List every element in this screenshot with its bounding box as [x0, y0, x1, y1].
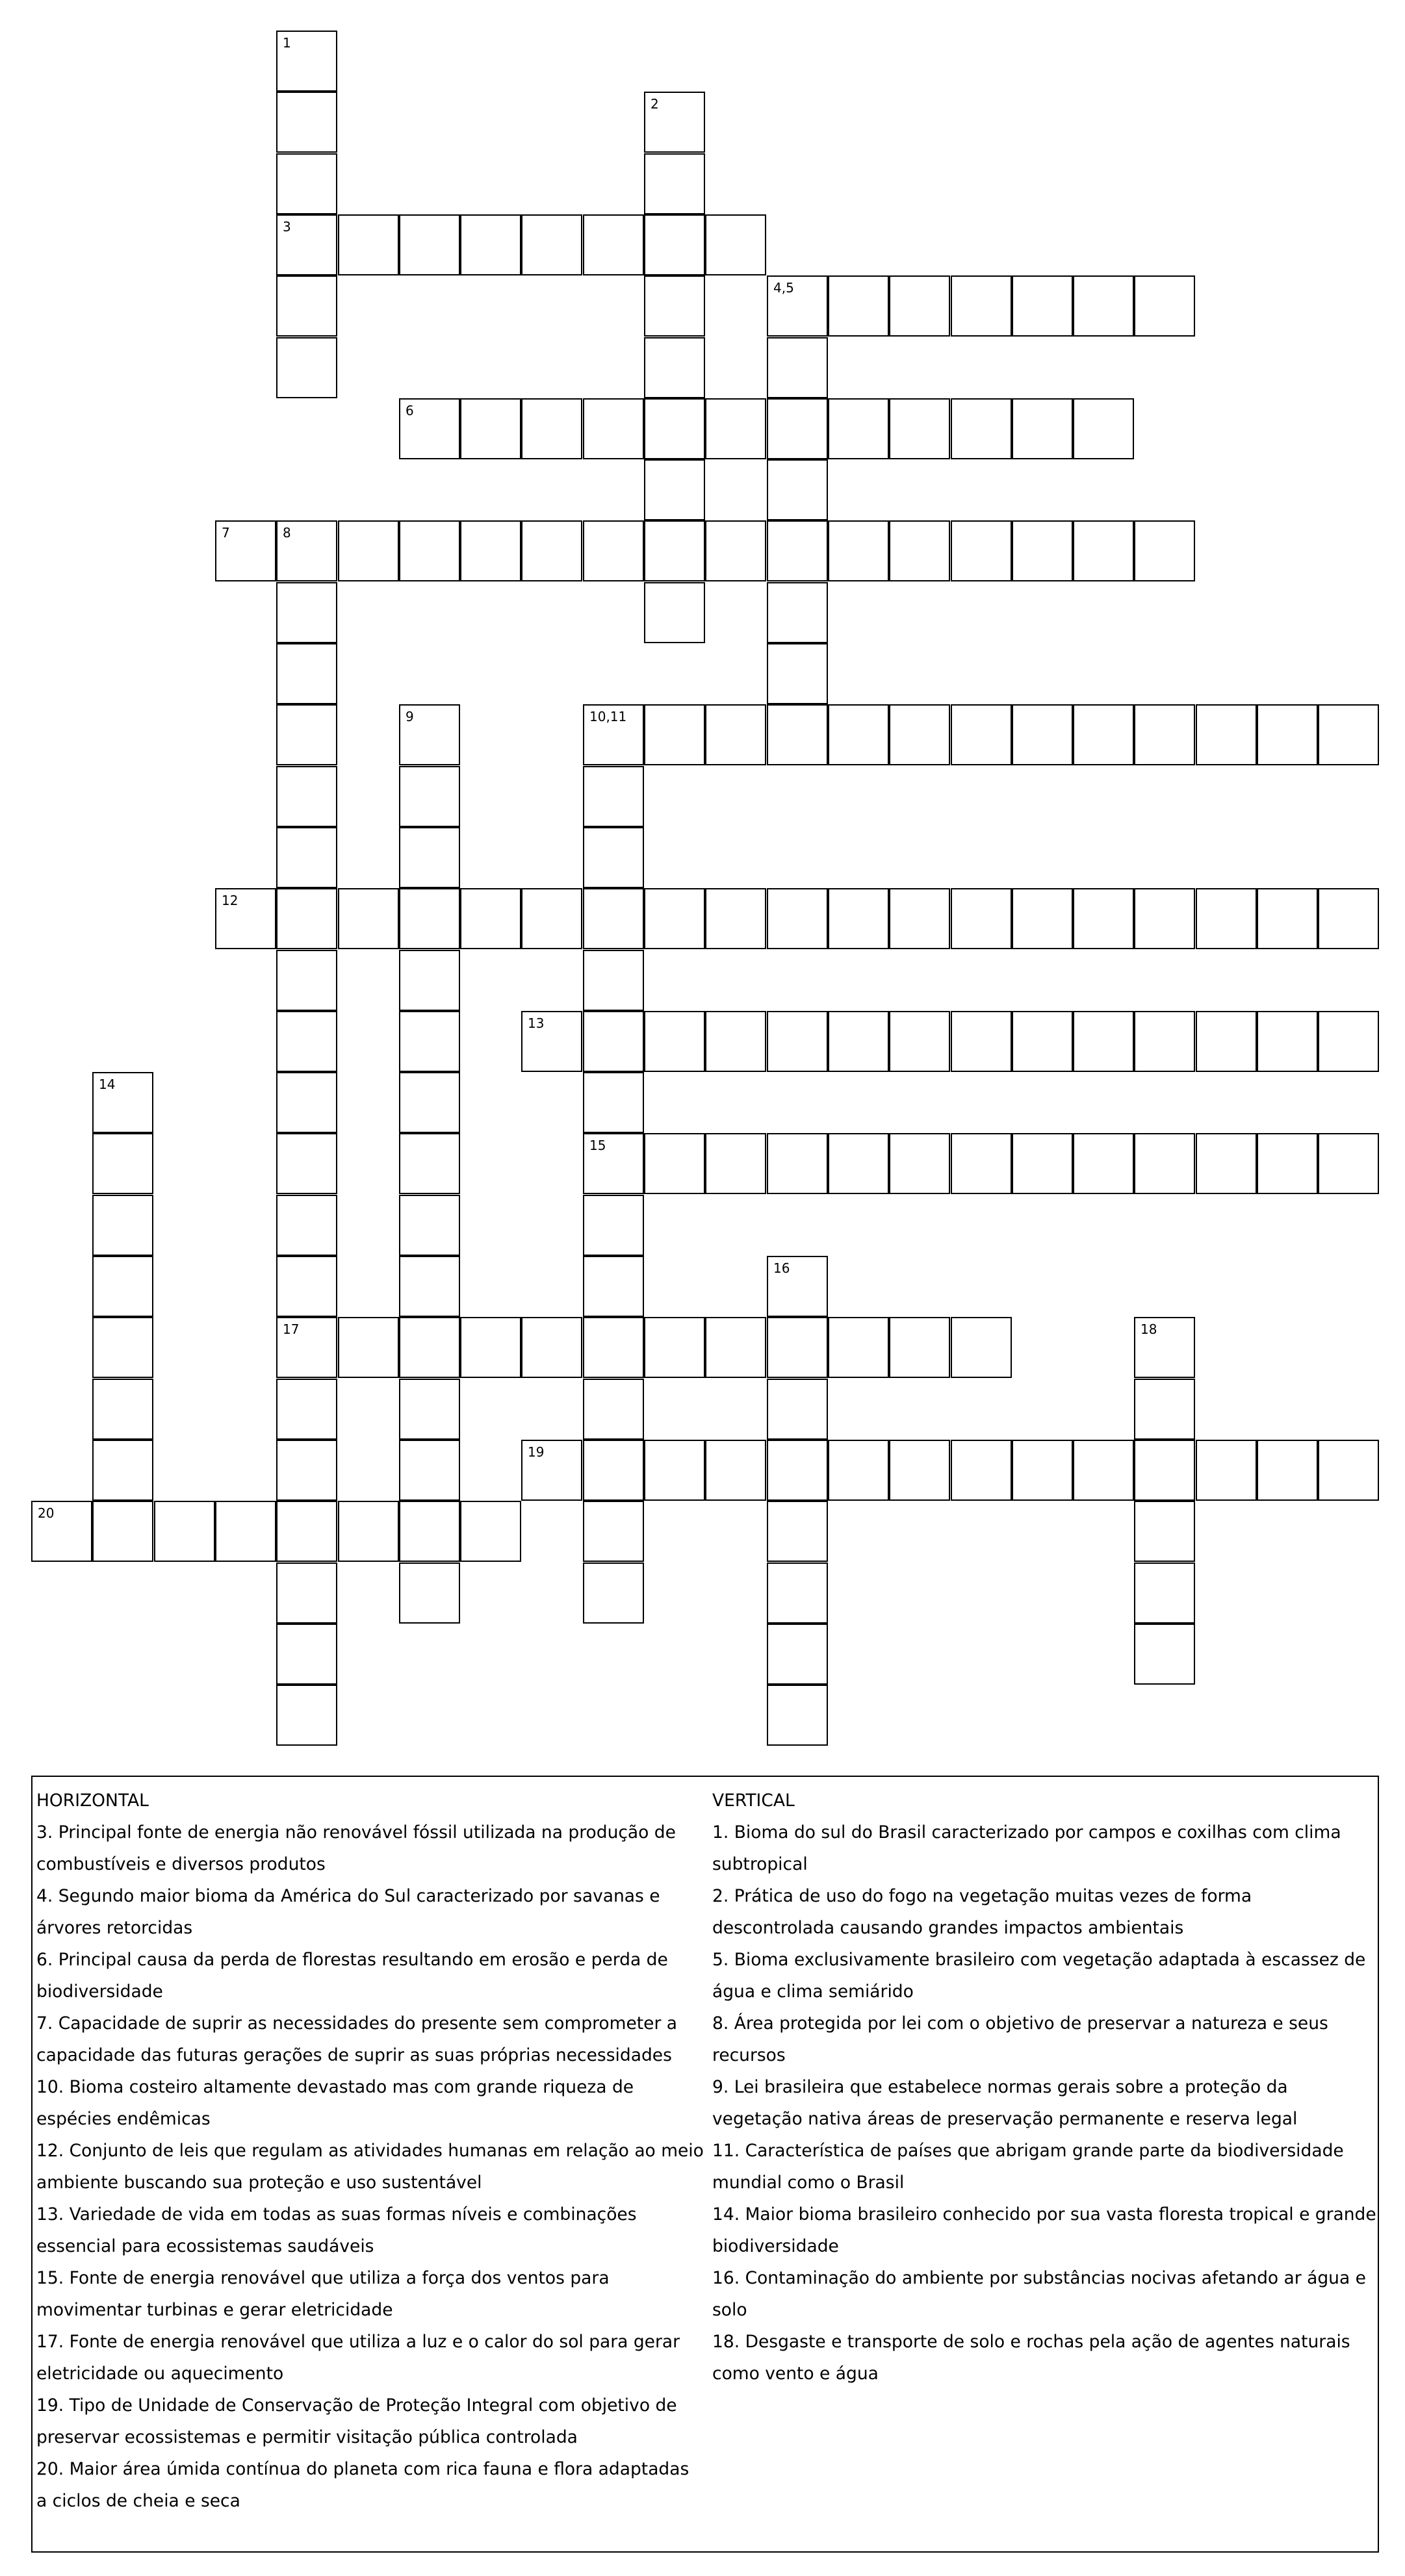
grid-cell[interactable] — [276, 582, 337, 643]
grid-cell[interactable] — [399, 888, 460, 949]
grid-cell[interactable] — [1073, 398, 1134, 459]
grid-cell[interactable] — [583, 827, 644, 888]
clue-v-1: 1. Bioma do sul do Brasil caracterizado por campos e coxilhas com clima subtropical — [712, 1822, 1341, 1874]
clue-number: 1 — [283, 35, 291, 51]
grid-cell[interactable] — [583, 1562, 644, 1624]
vertical-clues — [712, 1785, 1376, 2390]
grid-cell[interactable] — [460, 888, 521, 949]
clue-h-6: 6. Principal causa da perda de florestas resultando em erosão e perda de biodiversidade — [36, 1950, 668, 2002]
grid-cell[interactable] — [92, 1072, 153, 1133]
grid-cell[interactable] — [767, 1624, 828, 1685]
grid-cell[interactable] — [705, 214, 766, 275]
grid-cell[interactable] — [1196, 1011, 1257, 1072]
grid-cell[interactable] — [92, 1317, 153, 1378]
grid-cell[interactable] — [889, 1317, 950, 1378]
grid-cell[interactable] — [951, 888, 1012, 949]
grid-cell[interactable] — [399, 1195, 460, 1256]
grid-cell[interactable] — [1012, 1133, 1073, 1194]
grid-cell[interactable] — [521, 1317, 582, 1378]
grid-cell[interactable] — [399, 766, 460, 827]
grid-cell[interactable] — [1134, 1133, 1195, 1194]
grid-cell[interactable] — [583, 520, 644, 581]
grid-cell[interactable] — [951, 398, 1012, 459]
grid-cell[interactable] — [276, 643, 337, 704]
grid-cell[interactable] — [583, 888, 644, 949]
grid-cell[interactable] — [767, 275, 828, 337]
grid-cell[interactable] — [399, 398, 460, 459]
grid-cell[interactable] — [521, 398, 582, 459]
clue-number: 3 — [283, 219, 291, 235]
grid-cell[interactable] — [583, 214, 644, 275]
grid-cell[interactable] — [767, 1317, 828, 1378]
grid-cell[interactable] — [399, 1440, 460, 1501]
grid-cell[interactable] — [1318, 888, 1379, 949]
grid-cell[interactable] — [276, 520, 337, 581]
grid-cell[interactable] — [1012, 1011, 1073, 1072]
grid-cell[interactable] — [276, 1440, 337, 1501]
clue-number: 10,11 — [589, 709, 627, 724]
grid-cell[interactable] — [1073, 275, 1134, 337]
grid-cell[interactable] — [276, 1624, 337, 1685]
grid-cell[interactable] — [583, 1440, 644, 1501]
grid-cell[interactable] — [1257, 1440, 1318, 1501]
grid-cell[interactable] — [338, 520, 399, 581]
clue-number: 6 — [406, 403, 414, 418]
grid-cell[interactable] — [889, 398, 950, 459]
grid-cell[interactable] — [767, 337, 828, 398]
grid-cell[interactable] — [889, 520, 950, 581]
grid-cell[interactable] — [276, 1379, 337, 1440]
horizontal-heading: HORIZONTAL — [36, 1791, 149, 1811]
grid-cell[interactable] — [1012, 704, 1073, 765]
grid-cell[interactable] — [767, 582, 828, 643]
grid-cell[interactable] — [644, 1440, 705, 1501]
grid-cell[interactable] — [1073, 888, 1134, 949]
grid-cell[interactable] — [1134, 275, 1195, 337]
clue-number: 8 — [283, 525, 291, 541]
clue-v-16: 16. Contaminação do ambiente por substâncias nocivas afetando ar água e solo — [712, 2268, 1366, 2320]
grid-cell[interactable] — [644, 214, 705, 275]
grid-cell[interactable] — [828, 704, 889, 765]
clue-number: 20 — [38, 1505, 55, 1521]
clue-number: 13 — [528, 1015, 545, 1031]
grid-cell[interactable] — [399, 1072, 460, 1133]
clue-number: 4,5 — [773, 280, 794, 296]
grid-cell[interactable] — [583, 1379, 644, 1440]
grid-cell[interactable] — [828, 1317, 889, 1378]
grid-cell[interactable] — [338, 1317, 399, 1378]
grid-cell[interactable] — [583, 1011, 644, 1072]
grid-cell[interactable] — [399, 1256, 460, 1317]
grid-cell[interactable] — [767, 1133, 828, 1194]
grid-cell[interactable] — [1012, 275, 1073, 337]
clue-number: 17 — [283, 1321, 300, 1337]
grid-cell[interactable] — [92, 1501, 153, 1562]
grid-cell[interactable] — [1073, 704, 1134, 765]
clue-v-18: 18. Desgaste e transporte de solo e rochas pela ação de agentes naturais como vento e água — [712, 2332, 1350, 2384]
grid-cell[interactable] — [951, 275, 1012, 337]
grid-cell[interactable] — [644, 1317, 705, 1378]
grid-cell[interactable] — [1073, 1011, 1134, 1072]
grid-cell[interactable] — [276, 214, 337, 275]
grid-cell[interactable] — [583, 704, 644, 765]
clue-number: 16 — [773, 1260, 790, 1276]
grid-cell[interactable] — [399, 827, 460, 888]
clue-v-14: 14. Maior bioma brasileiro conhecido por sua vasta floresta tropical e grande biodiversidade — [712, 2204, 1376, 2256]
grid-cell[interactable] — [583, 1072, 644, 1133]
grid-cell[interactable] — [521, 888, 582, 949]
grid-cell[interactable] — [215, 888, 276, 949]
grid-cell[interactable] — [583, 1501, 644, 1562]
clue-h-4: 4. Segundo maior bioma da América do Sul caracterizado por savanas e árvores retorcidas — [36, 1886, 660, 1938]
grid-cell[interactable] — [276, 1501, 337, 1562]
clue-number: 19 — [528, 1444, 545, 1460]
grid-cell[interactable] — [276, 704, 337, 765]
grid-cell[interactable] — [92, 1195, 153, 1256]
clue-h-10: 10. Bioma costeiro altamente devastado mas com grande riqueza de espécies endêmicas — [36, 2077, 634, 2129]
grid-cell[interactable] — [276, 1195, 337, 1256]
grid-cell[interactable] — [154, 1501, 215, 1562]
grid-cell[interactable] — [583, 950, 644, 1011]
clue-h-3: 3. Principal fonte de energia não renovável fóssil utilizada na produção de combustíveis e diversos produtos — [36, 1822, 676, 1874]
grid-cell[interactable] — [31, 1501, 92, 1562]
grid-cell[interactable] — [951, 1011, 1012, 1072]
clue-h-7: 7. Capacidade de suprir as necessidades do presente sem comprometer a capacidade das futuras gerações de suprir as suas próprias necessidades — [36, 2013, 678, 2065]
grid-cell[interactable] — [644, 275, 705, 337]
grid-cell[interactable] — [1134, 1624, 1195, 1685]
clue-number: 14 — [99, 1077, 116, 1092]
grid-cell[interactable] — [828, 888, 889, 949]
grid-cell[interactable] — [1196, 888, 1257, 949]
grid-cell[interactable] — [705, 520, 766, 581]
clue-h-17: 17. Fonte de energia renovável que utiliza a luz e o calor do sol para gerar eletricidade ou aquecimento — [36, 2332, 680, 2384]
grid-cell[interactable] — [644, 704, 705, 765]
grid-cell[interactable] — [767, 643, 828, 704]
grid-cell[interactable] — [276, 337, 337, 398]
grid-cell[interactable] — [583, 766, 644, 827]
grid-cell[interactable] — [1257, 704, 1318, 765]
grid-cell[interactable] — [828, 1440, 889, 1501]
horizontal-clues — [36, 1785, 704, 2517]
grid-cell[interactable] — [521, 214, 582, 275]
grid-cell[interactable] — [583, 398, 644, 459]
grid-cell[interactable] — [951, 1133, 1012, 1194]
clue-h-12: 12. Conjunto de leis que regulam as atividades humanas em relação ao meio ambiente buscando sua proteção e uso sustentável — [36, 2141, 704, 2193]
grid-cell[interactable] — [583, 1317, 644, 1378]
grid-cell[interactable] — [1012, 888, 1073, 949]
clue-h-19: 19. Tipo de Unidade de Conservação de Proteção Integral com objetivo de preservar ecossistemas e permitir visitação pública controlada — [36, 2395, 677, 2447]
grid-cell[interactable] — [460, 520, 521, 581]
grid-cell[interactable] — [889, 704, 950, 765]
grid-cell[interactable] — [399, 1317, 460, 1378]
grid-cell[interactable] — [644, 337, 705, 398]
grid-cell[interactable] — [951, 704, 1012, 765]
grid-cell[interactable] — [889, 275, 950, 337]
clue-h-13: 13. Variedade de vida em todas as suas formas níveis e combinações essencial para ecossistemas saudáveis — [36, 2204, 637, 2256]
grid-cell[interactable] — [276, 1011, 337, 1072]
grid-cell[interactable] — [276, 31, 337, 92]
grid-cell[interactable] — [767, 888, 828, 949]
grid-cell[interactable] — [215, 520, 276, 581]
grid-cell[interactable] — [276, 888, 337, 949]
grid-cell[interactable] — [276, 827, 337, 888]
grid-cell[interactable] — [767, 1562, 828, 1624]
grid-cell[interactable] — [1073, 1133, 1134, 1194]
grid-cell[interactable] — [644, 888, 705, 949]
grid-cell[interactable] — [767, 1685, 828, 1746]
grid-cell[interactable] — [705, 1011, 766, 1072]
grid-cell[interactable] — [399, 1133, 460, 1194]
grid-cell[interactable] — [460, 214, 521, 275]
grid-cell[interactable] — [399, 1011, 460, 1072]
grid-cell[interactable] — [399, 214, 460, 275]
grid-cell[interactable] — [276, 275, 337, 337]
grid-cell[interactable] — [338, 1501, 399, 1562]
clues-box — [31, 1776, 1379, 2553]
grid-cell[interactable] — [705, 1317, 766, 1378]
grid-cell[interactable] — [1012, 520, 1073, 581]
grid-cell[interactable] — [1196, 1440, 1257, 1501]
grid-cell[interactable] — [767, 520, 828, 581]
grid-cell[interactable] — [460, 398, 521, 459]
clue-v-11: 11. Característica de países que abrigam grande parte da biodiversidade mundial como o Brasil — [712, 2141, 1344, 2193]
grid-cell[interactable] — [583, 1256, 644, 1317]
grid-cell[interactable] — [276, 1133, 337, 1194]
clue-number: 12 — [222, 893, 238, 908]
grid-cell[interactable] — [828, 520, 889, 581]
grid-cell[interactable] — [1196, 1133, 1257, 1194]
grid-cell[interactable] — [215, 1501, 276, 1562]
grid-cell[interactable] — [1134, 1562, 1195, 1624]
clue-h-15: 15. Fonte de energia renovável que utiliza a força dos ventos para movimentar turbinas e gerar eletricidade — [36, 2268, 610, 2320]
grid-cell[interactable] — [1134, 1440, 1195, 1501]
grid-cell[interactable] — [399, 1379, 460, 1440]
grid-cell[interactable] — [276, 766, 337, 827]
grid-cell[interactable] — [705, 888, 766, 949]
clue-v-9: 9. Lei brasileira que estabelece normas gerais sobre a proteção da vegetação nativa áreas de preservação permanente e reserva legal — [712, 2077, 1298, 2129]
grid-cell[interactable] — [889, 1011, 950, 1072]
clue-number: 2 — [651, 96, 659, 112]
grid-cell[interactable] — [1318, 1011, 1379, 1072]
grid-cell[interactable] — [767, 1501, 828, 1562]
grid-cell[interactable] — [828, 275, 889, 337]
grid-cell[interactable] — [1073, 1440, 1134, 1501]
grid-cell[interactable] — [1134, 888, 1195, 949]
grid-cell[interactable] — [1012, 1440, 1073, 1501]
grid-cell[interactable] — [338, 888, 399, 949]
grid-cell[interactable] — [644, 520, 705, 581]
grid-cell[interactable] — [521, 520, 582, 581]
grid-cell[interactable] — [644, 398, 705, 459]
grid-cell[interactable] — [889, 1133, 950, 1194]
grid-cell[interactable] — [705, 704, 766, 765]
grid-cell[interactable] — [1257, 1011, 1318, 1072]
grid-cell[interactable] — [276, 92, 337, 153]
grid-cell[interactable] — [767, 704, 828, 765]
grid-cell[interactable] — [1134, 1379, 1195, 1440]
grid-cell[interactable] — [1318, 1133, 1379, 1194]
grid-cell[interactable] — [1318, 1440, 1379, 1501]
grid-cell[interactable] — [1134, 1501, 1195, 1562]
grid-cell[interactable] — [1073, 520, 1134, 581]
grid-cell[interactable] — [951, 520, 1012, 581]
grid-cell[interactable] — [276, 950, 337, 1011]
grid-cell[interactable] — [276, 1256, 337, 1317]
clue-v-8: 8. Área protegida por lei com o objetivo de preservar a natureza e seus recursos — [712, 2013, 1328, 2065]
grid-cell[interactable] — [460, 1317, 521, 1378]
grid-cell[interactable] — [521, 1440, 582, 1501]
grid-cell[interactable] — [705, 1440, 766, 1501]
grid-cell[interactable] — [644, 1133, 705, 1194]
vertical-heading: VERTICAL — [712, 1791, 795, 1811]
clue-v-5: 5. Bioma exclusivamente brasileiro com vegetação adaptada à escassez de água e clima semiárido — [712, 1950, 1366, 2002]
grid-cell[interactable] — [767, 1256, 828, 1317]
grid-cell[interactable] — [644, 582, 705, 643]
grid-cell[interactable] — [889, 1440, 950, 1501]
grid-cell[interactable] — [583, 1195, 644, 1256]
grid-cell[interactable] — [399, 950, 460, 1011]
grid-cell[interactable] — [1318, 704, 1379, 765]
grid-cell[interactable] — [1134, 704, 1195, 765]
grid-cell[interactable] — [1134, 520, 1195, 581]
grid-cell[interactable] — [583, 1133, 644, 1194]
grid-cell[interactable] — [1257, 888, 1318, 949]
clue-number: 15 — [589, 1138, 606, 1153]
grid-cell[interactable] — [889, 888, 950, 949]
grid-cell[interactable] — [399, 520, 460, 581]
clue-number: 7 — [222, 525, 230, 541]
grid-cell[interactable] — [644, 92, 705, 153]
grid-cell[interactable] — [276, 1072, 337, 1133]
grid-cell[interactable] — [338, 214, 399, 275]
grid-cell[interactable] — [705, 1133, 766, 1194]
grid-cell[interactable] — [399, 704, 460, 765]
grid-cell[interactable] — [276, 1317, 337, 1378]
grid-cell[interactable] — [1257, 1133, 1318, 1194]
clue-number: 9 — [406, 709, 414, 724]
grid-cell[interactable] — [399, 1501, 460, 1562]
grid-cell[interactable] — [276, 1685, 337, 1746]
grid-cell[interactable] — [1134, 1011, 1195, 1072]
grid-cell[interactable] — [1012, 398, 1073, 459]
grid-cell[interactable] — [92, 1440, 153, 1501]
grid-cell[interactable] — [705, 398, 766, 459]
grid-cell[interactable] — [767, 1379, 828, 1440]
grid-cell[interactable] — [92, 1379, 153, 1440]
clue-v-2: 2. Prática de uso do fogo na vegetação muitas vezes de forma descontrolada causando grandes impactos ambientais — [712, 1886, 1252, 1938]
grid-cell[interactable] — [828, 1011, 889, 1072]
grid-cell[interactable] — [767, 1011, 828, 1072]
clue-number: 18 — [1141, 1321, 1157, 1337]
grid-cell[interactable] — [644, 1011, 705, 1072]
grid-cell[interactable] — [951, 1440, 1012, 1501]
grid-cell[interactable] — [1134, 1317, 1195, 1378]
grid-cell[interactable] — [92, 1256, 153, 1317]
grid-cell[interactable] — [399, 1562, 460, 1624]
grid-cell[interactable] — [460, 1501, 521, 1562]
grid-cell[interactable] — [767, 1440, 828, 1501]
grid-cell[interactable] — [828, 398, 889, 459]
grid-cell[interactable] — [644, 459, 705, 520]
grid-cell[interactable] — [92, 1133, 153, 1194]
clue-h-20: 20. Maior área úmida contínua do planeta com rica fauna e flora adaptadas a ciclos de cheia e seca — [36, 2459, 690, 2511]
grid-cell[interactable] — [767, 459, 828, 520]
grid-cell[interactable] — [276, 153, 337, 214]
grid-cell[interactable] — [951, 1317, 1012, 1378]
grid-cell[interactable] — [644, 153, 705, 214]
grid-cell[interactable] — [521, 1011, 582, 1072]
grid-cell[interactable] — [276, 1562, 337, 1624]
grid-cell[interactable] — [828, 1133, 889, 1194]
grid-cell[interactable] — [767, 398, 828, 459]
grid-cell[interactable] — [1196, 704, 1257, 765]
